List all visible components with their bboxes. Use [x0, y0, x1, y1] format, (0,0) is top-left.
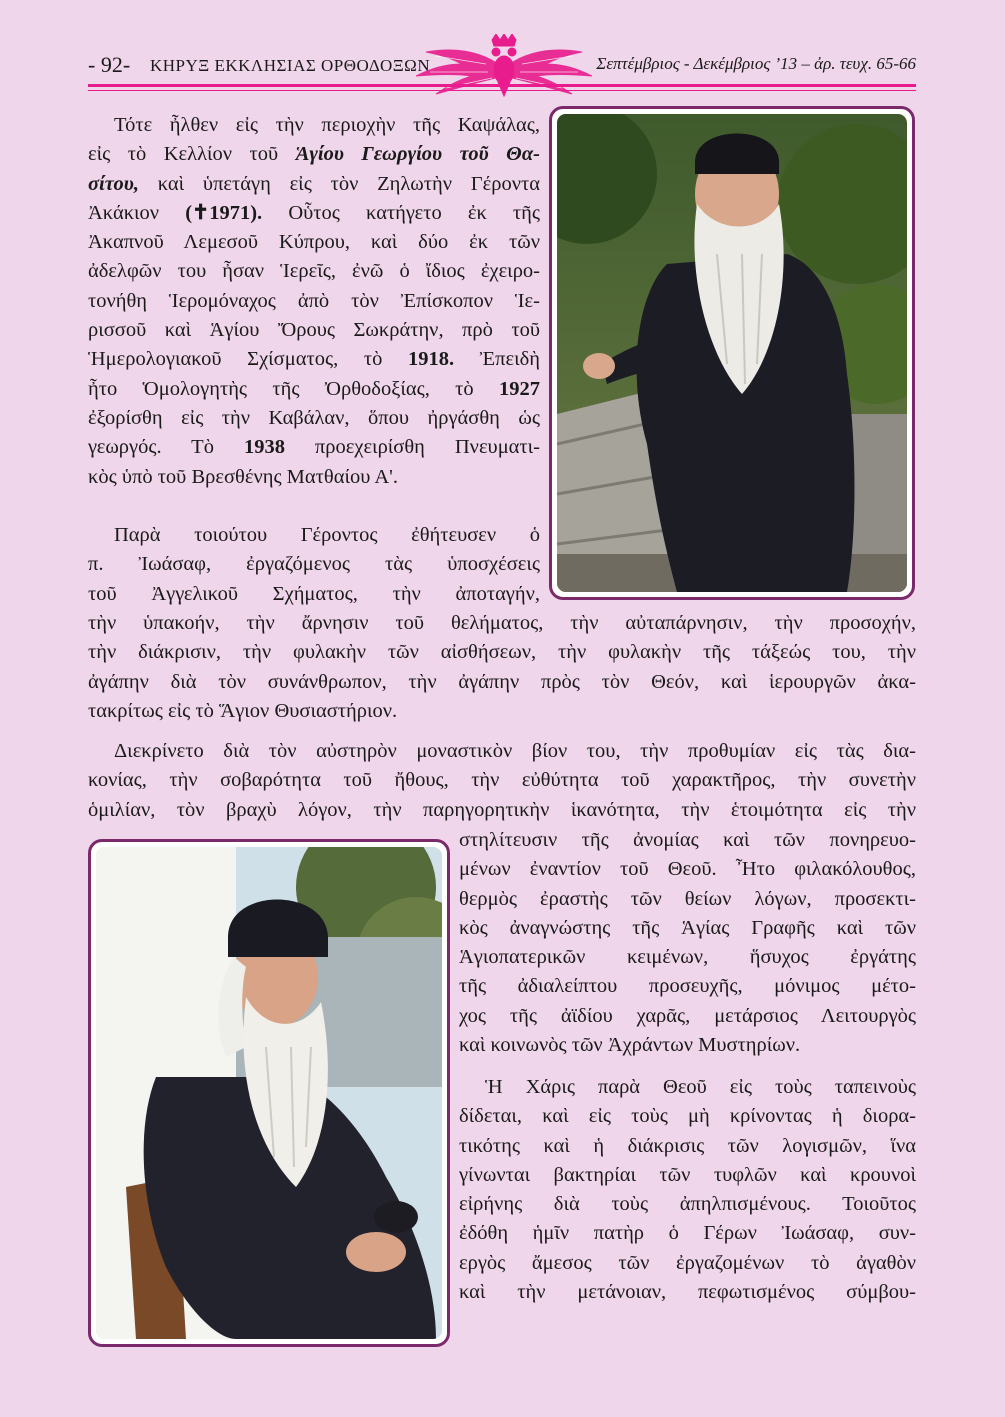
text-line: εργὸς ἄμεσος τῶν ἐργαζομένων τὸ ἀγαθὸν [459, 1251, 916, 1274]
text-line: Ἀκαπνοῦ Λεμεσοῦ Κύπρου, καὶ δύο ἐκ τῶν [88, 231, 540, 254]
header-rule-thin [88, 90, 916, 91]
text-line: χος τῆς ἀϊδίου χαρᾶς, μετάρσιος Λειτουργὸς [459, 1004, 916, 1027]
text-line: Παρὰ τοιούτου Γέροντος ἐθήτευσεν ὁ [114, 524, 540, 546]
photo-frame-seated-elder [88, 839, 450, 1347]
text-line: τικότης καὶ ἡ διάκρισις τῶν λογισμῶν, ἵνα [459, 1134, 916, 1157]
text-line: Ἡ Χάρις παρὰ Θεοῦ εἰς τοὺς ταπεινοὺς [485, 1076, 916, 1098]
text-line: εἰς τὸ Κελλίον τοῦ Ἁγίου Γεωργίου τοῦ Θα- [88, 143, 540, 166]
text-line: κὸς ἀναγνώστης τῆς Ἁγίας Γραφῆς καὶ τῶν [459, 916, 916, 939]
paragraph-3-full [88, 737, 916, 825]
text-line: τακρίτως εἰς τὸ Ἅγιον Θυσιαστήριον. [88, 699, 398, 722]
text-line: ἀγάπην διὰ τὸν συνάνθρωπον, τὴν ἀγάπην πρὸς τὸν Θεόν, καὶ ἱερουργῶν ἀκα- [88, 670, 916, 693]
text-line: ἐδόθη ἡμῖν πατὴρ ὁ Γέρων Ἰωάσαφ, συν- [459, 1222, 916, 1245]
header-rule [88, 84, 916, 87]
text-line: ἀδελφῶν του ἦσαν Ἱερεῖς, ἐνῶ ὁ ἴδιος ἐχειρο- [88, 260, 540, 283]
text-line: θερμὸς ἐραστὴς τῶν θείων λόγων, προσεκτι- [459, 887, 916, 910]
photo-frame-standing-elder [549, 106, 915, 600]
text-line: δίδεται, καὶ εἰς τοὺς μὴ κρίνοντας ἡ διορα- [459, 1105, 916, 1128]
text-line: π. Ἰωάσαφ, ἐργαζόμενος τὰς ὑποσχέσεις [88, 553, 540, 576]
text-line: στηλίτευσιν τῆς ἀνομίας καὶ τῶν πονηρευο- [459, 829, 916, 851]
paragraph-2-full [88, 609, 916, 726]
text-line: τὴν ὑπακοήν, τὴν ἄρνησιν τοῦ θελήματος, τὴν αὐταπάρνησιν, τὴν προσοχήν, [88, 612, 916, 634]
text-line: μένων ἐναντίον τοῦ Θεοῦ. Ἦτο φιλακόλουθος, [459, 858, 916, 881]
text-line: τονήθη Ἱερομόναχος ἀπὸ τὸν Ἐπίσκοπον Ἱε- [88, 289, 540, 312]
text-line: Ἡμερολογιακοῦ Σχίσματος, τὸ 1918. Ἐπειδὴ [88, 348, 540, 371]
text-line: ρισσοῦ καὶ Ἁγίου Ὄρους Σωκράτην, πρὸ τοῦ [88, 319, 540, 342]
issue-info: Σεπτέμβριος - Δεκέμβριος ’13 – ἀρ. τευχ. 65-66 [596, 54, 916, 73]
chapel-name: Ἁγίου Γεωργίου τοῦ Θα- [295, 143, 540, 166]
text-line: κονίας, τὴν σοβαρότητα τοῦ ἤθους, τὴν εὐθύτητα τοῦ χαρακτῆρος, τὴν συνετὴν [88, 769, 916, 792]
text-line: καὶ τὴν μετάνοιαν, πεφωτισμένος σύμβου- [459, 1281, 916, 1304]
text-line: Ἁγιοπατερικῶν κειμένων, ἥσυχος ἐργάτης [459, 946, 916, 969]
paragraph-2-intro [88, 521, 540, 609]
text-line: τοῦ Ἀγγελικοῦ Σχήματος, τὴν ἀποταγήν, [88, 582, 540, 605]
double-headed-eagle-emblem [406, 34, 602, 98]
text-line: κὸς ὑπὸ τοῦ Βρεσθένης Ματθαίου Α'. [88, 465, 398, 488]
text-line: ἐξορίσθη εἰς τὴν Καβάλαν, ὅπου ἠργάσθη ὡς [88, 406, 540, 429]
text-line: ἦτο Ὁμολογητὴς τῆς Ὀρθοδοξίας, τὸ 1927 [88, 377, 540, 400]
text-line: εἰρήνης διὰ τοὺς ἀπηλπισμένους. Τοιοῦτος [459, 1193, 916, 1216]
paragraph-3-side [459, 826, 916, 1060]
text-line: γίνωνται βακτηρίαι τῶν τυφλῶν καὶ κρουνοὶ [459, 1163, 916, 1186]
paragraph-1 [88, 111, 540, 492]
paragraph-4 [459, 1073, 916, 1307]
photo-seated-elder [96, 847, 442, 1339]
text-line: σίτου, καὶ ὑπετάγη εἰς τὸν Ζηλωτὴν Γέροντα [88, 172, 540, 195]
text-line: γεωργός. Τὸ 1938 προεχειρίσθη Πνευματι- [88, 436, 541, 459]
text-line: Διεκρίνετο διὰ τὸν αὐστηρὸν μοναστικὸν βίον του, τὴν προθυμίαν εἰς τὰς δια- [114, 740, 916, 762]
text-line: Ἀκάκιον (✝1971). Οὗτος κατήγετο ἐκ τῆς [88, 201, 541, 224]
text-line: Τότε ἦλθεν εἰς τὴν περιοχὴν τῆς Καψάλας, [114, 114, 540, 136]
text-line: ὁμιλίαν, τὸν βραχὺ λόγον, τὴν παρηγορητικὴν ἱκανότητα, τὴν ἑτοιμότητα εἰς τὴν [88, 798, 916, 821]
page-number: - 92- [88, 52, 131, 77]
text-line: τὴν διάκρισιν, τὴν φυλακὴν τῶν αἰσθήσεων, τὴν φυλακὴν τῆς τάξεώς του, τὴν [88, 641, 916, 664]
page-header [88, 40, 916, 82]
journal-title: ΚΗΡΥΞ ΕΚΚΛΗΣΙΑΣ ΟΡΘΟΔΟΞΩΝ [150, 56, 431, 75]
text-line: τῆς ἀδιαλείπτου προσευχῆς, μόνιμος μέτο- [459, 975, 916, 998]
text-line: καὶ κοινωνὸς τῶν Ἀχράντων Μυστηρίων. [459, 1034, 801, 1057]
photo-standing-elder [557, 114, 907, 592]
